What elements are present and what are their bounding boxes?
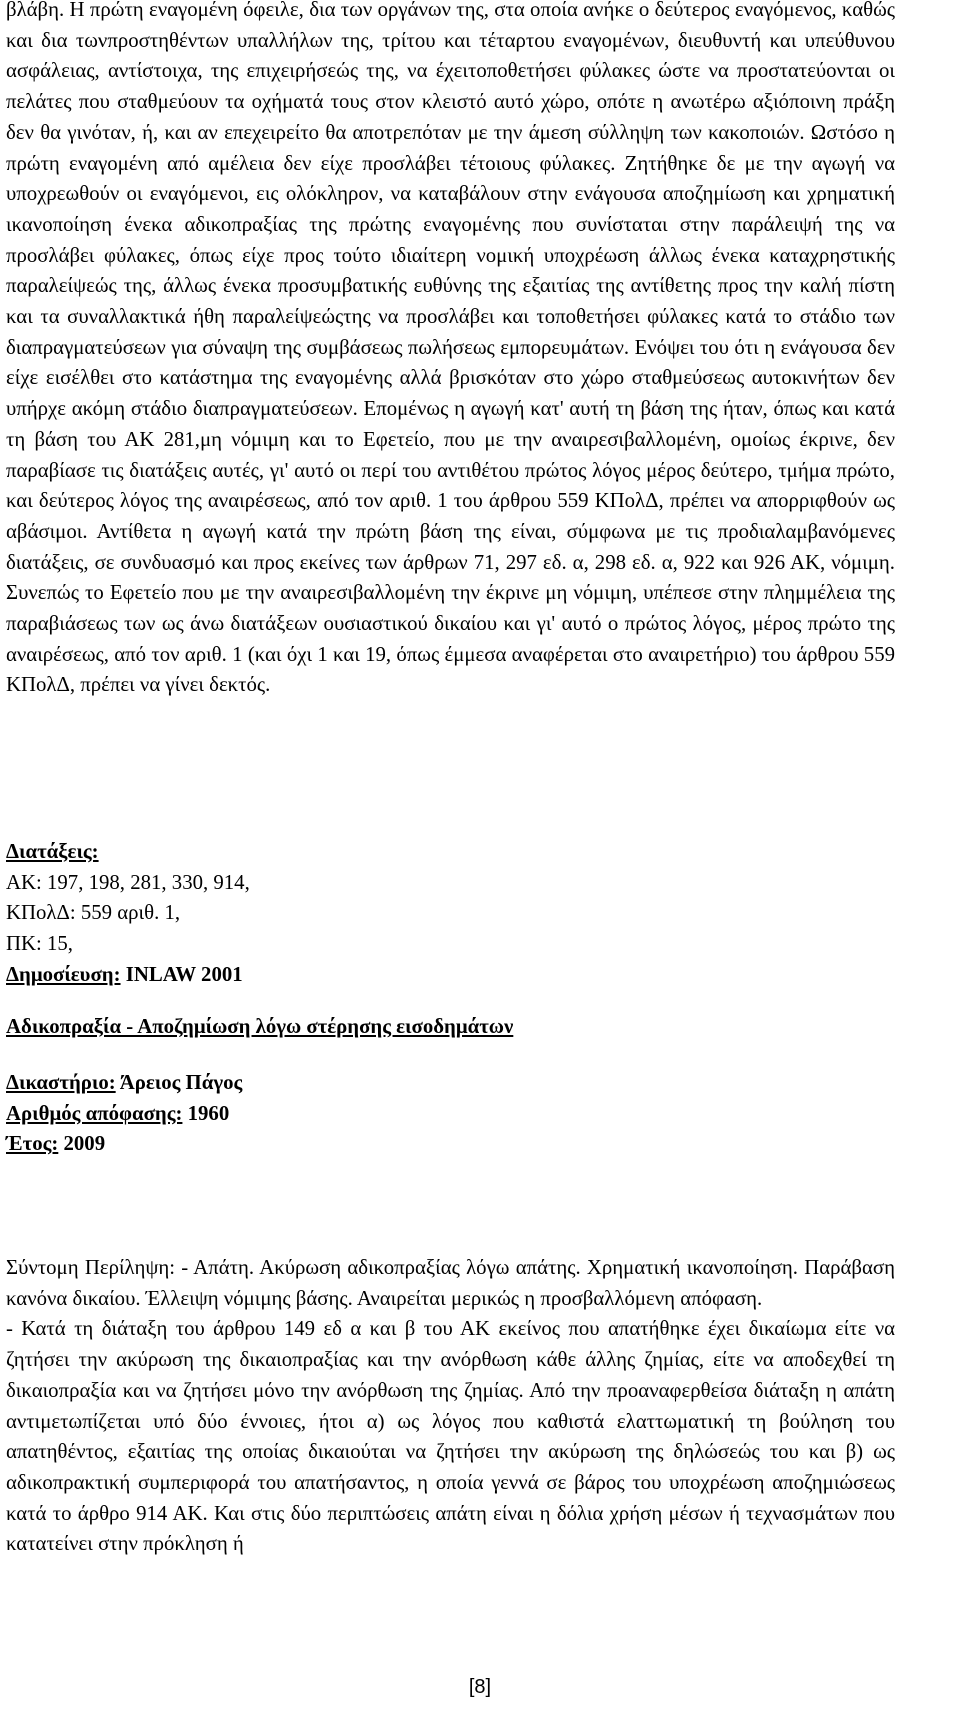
case-summary: Σύντομη Περίληψη: - Απάτη. Ακύρωση αδικοπραξίας λόγω απάτης. Χρηματική ικανοποίηση. Παράβαση κανόνα δικαίου. Έλλειψη νόμιμης βάσης. Αναιρείται μερικώς η προσβαλλόμενη απόφαση. [6, 1256, 895, 1310]
court-value: Άρειος Πάγος [115, 1071, 243, 1094]
year-value: 2009 [58, 1132, 106, 1156]
case-title: Αδικοπραξία - Αποζημίωση λόγω στέρησης εισοδημάτων [6, 1015, 514, 1038]
provision-line-2: ΚΠολΔ: 559 αριθ. 1, [6, 901, 181, 925]
body-paragraph-2: - Κατά τη διάταξη του άρθρου 149 εδ α και β του ΑΚ εκείνος που απατήθηκε έχει δικαίωμα είτε να ζητήσει την ακύρωση της δικαιοπραξίας και την ανόρθωση κάθε άλλης ζημίας, είτε να αποδεχθεί τη δικαιοπραξία και να ζητήσει μόνο την ανόρθωση της ζημίας. Από την προαναφερθείσα διάταξη η απάτη αντιμετωπίζεται υπό δύο έννοιες, ήτοι α) ως λόγος που καθιστά ελαττωματική τη βούληση του απατηθέντος, εξαιτίας της οποίας δικαιούται να ζητήσει την ακύρωση της δηλώσεώς του και β) ως αδικοπρακτική συμπεριφορά του απατήσαντος, η οποία γεννά σε βάρος του υποχρέωση αποζημιώσεως κατά το άρθρο 914 ΑΚ. Και στις δύο περιπτώσεις απάτη είναι η δόλια χρήση μέσων ή τεχνασμάτων που κατατείνει στην πρόκληση ή [6, 1317, 895, 1556]
decision-line [6, 1099, 895, 1130]
publication-value: INLAW 2001 [120, 962, 243, 986]
provision-line-3: ΠΚ: 15, [6, 932, 74, 956]
page-number: [8] [468, 1676, 492, 1698]
provision-line-1: ΑΚ: 197, 198, 281, 330, 914, [6, 870, 250, 894]
case-meta-block [6, 1068, 895, 1160]
case-title-block [6, 1012, 895, 1043]
decision-label: Αριθμός απόφασης: [6, 1101, 183, 1125]
provisions-block [6, 837, 895, 991]
body-paragraph-1: βλάβη. Η πρώτη εναγομένη όφειλε, δια των οργάνων της, στα οποία ανήκε ο δεύτερος εναγόμενος, καθώς και δια τωνπροστηθέντων υπαλλήλων της, τρίτου και τέταρτου εναγομένων, διευθυντή και υπεύθυνου ασφάλειας, αντίστοιχα, της επιχειρήσεώς της, να έχειτοποθετήσει φύλακες ώστε να προστατεύονται οι πελάτες που σταθμεύουν τα οχήματά τους στον κλειστό αυτό χώρο, οπότε η ανωτέρω αξιόποινη πράξη δεν θα γινόταν, ή, και αν επεχειρείτο θα αποτρεπόταν με την άμεση σύλληψη των κακοποιών. Ωστόσο η πρώτη εναγομένη από αμέλεια δεν είχε προσλάβει τέτοιους φύλακες. Ζητήθηκε δε με την αγωγή να υποχρεωθούν οι εναγόμενοι, εις ολόκληρον, να καταβάλουν στην ενάγουσα αποζημίωση και χρηματική ικανοποίηση ένεκα αδικοπραξίας της πρώτης εναγομένης που συνίσταται στην παράλειψή της να προσλάβει φύλακες, όπως είχε προς τούτο ιδιαίτερη νομική υποχρέωση άλλως ένεκα καταχρηστικής παραλείψεώς της, άλλως ένεκα προσυμβατικής ευθύνης της εξαιτίας της αντίθετης προς την καλή πίστη και τα συναλλακτικά ήθη παραλείψεώςτης να προσλάβει και τοποθετήσει φύλακες κατά το στάδιο των διαπραγματεύσεων για σύναψη της συμβάσεως πωλήσεως εμπορευμάτων. Ενόψει του ότι η ενάγουσα δεν είχε εισέλθει στο κατάστημα της εναγομένης αλλά βρισκόταν στο χώρο σταθμεύσεως αυτοκινήτων δεν υπήρχε ακόμη στάδιο διαπραγματεύσεων. Επομένως η αγωγή κατ' αυτή τη βάση της ήταν, όπως και κατά τη βάση του ΑΚ 281,μη νόμιμη και το Εφετείο, που με την αναιρεσιβαλλομένη, ομοίως έκρινε, δεν παραβίασε τις διατάξεις αυτές, γι' αυτό οι περί του αντιθέτου πρώτος λόγος μέρος δεύτερο, τμήμα πρώτο, και δεύτερος λόγος της αναιρέσεως, από τον αριθ. 1 του άρθρου 559 ΚΠολΔ, πρέπει να απορριφθούν ως αβάσιμοι. Αντίθετα η αγωγή κατά την πρώτη βάση της είναι, σύμφωνα με τις προδιαλαμβανόμενες διατάξεις, σε συνδυασμό και προς εκείνες των άρθρων 71, 297 εδ. α, 298 εδ. α, 922 και 926 ΑΚ, νόμιμη. Συνεπώς το Εφετείο που με την αναιρεσιβαλλομένη την έκρινε μη νόμιμη, υπέπεσε στην πλημμέλεια της παραβιάσεως των ως άνω διατάξεων ουσιαστικού δικαίου και γι' αυτό ο πρώτος λόγος, μέρος πρώτο της αναιρέσεως, από τον αριθ. 1 (και όχι 1 και 19, όπως έμμεσα αναφέρεται στο αναιρετήριο) του άρθρου 559 ΚΠολΔ, πρέπει να γίνει δεκτός. [6, 0, 895, 697]
court-label: Δικαστήριο: [6, 1071, 116, 1094]
decision-value: 1960 [182, 1101, 230, 1125]
publication-label: Δημοσίευση: [6, 962, 121, 986]
case-summary-and-body [6, 1253, 895, 1560]
year-label: Έτος: [6, 1132, 59, 1156]
publication-line [6, 960, 895, 991]
provisions-heading: Διατάξεις: [6, 840, 99, 863]
court-line [6, 1068, 895, 1099]
year-line [6, 1129, 895, 1160]
